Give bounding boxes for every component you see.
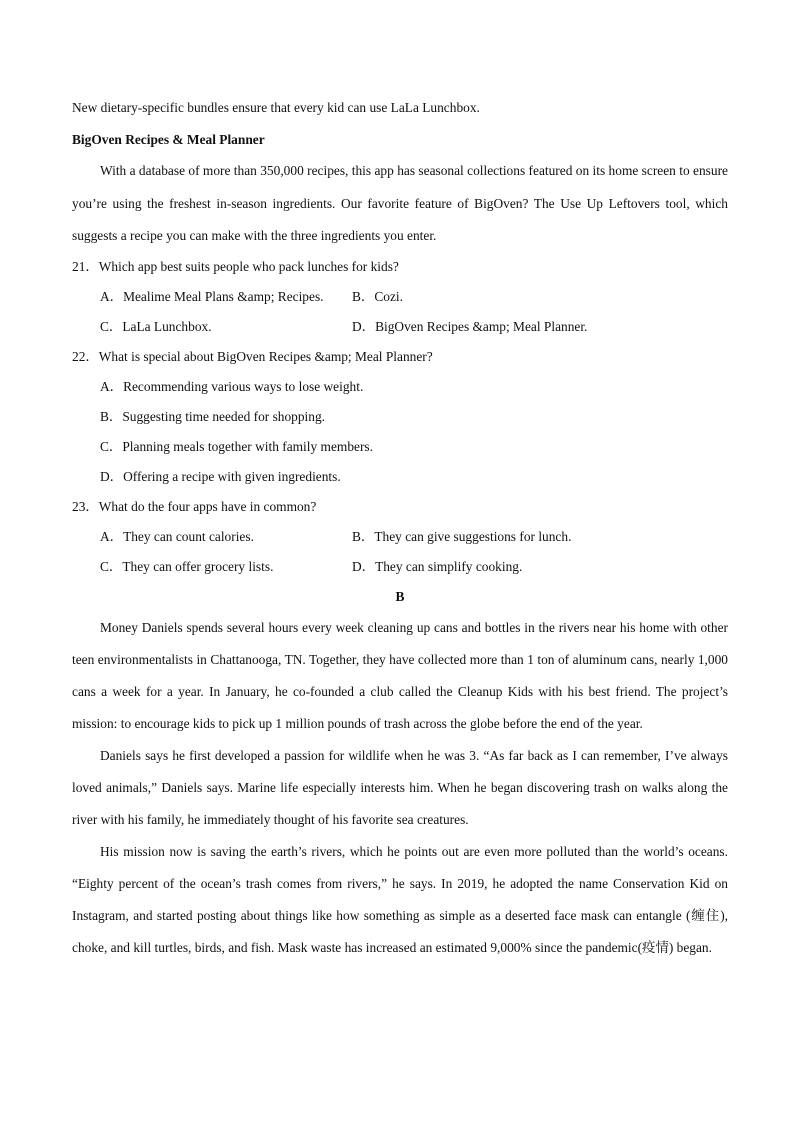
option-letter: A． <box>100 288 124 304</box>
options-row <box>72 522 728 552</box>
option-text: Cozi. <box>374 288 403 304</box>
option-letter: D． <box>352 558 376 574</box>
option-b <box>72 402 728 432</box>
document-page <box>72 93 728 964</box>
passage-paragraph: His mission now is saving the earth’s rivers, which he points out are even more polluted than the world’s oceans. “Eighty percent of the ocean’s trash comes from rivers,” he says. In 2019, he adopted the name Conservation Kid on Instagram, and started posting about things like how something as simple as a deserted face mask can entangle (缠住), choke, and kill turtles, birds, and fish. Mask waste has increased an estimated 9,000% since the pandemic(疫情) began. <box>72 843 728 955</box>
question-number: 22． <box>72 348 99 364</box>
option-a <box>100 282 352 312</box>
option-text: BigOven Recipes &amp; Meal Planner. <box>375 318 588 334</box>
option-letter: A． <box>100 528 124 544</box>
intro-line: New dietary-specific bundles ensure that every kid can use LaLa Lunchbox. <box>72 100 480 115</box>
option-text: Suggesting time needed for shopping. <box>122 408 326 424</box>
option-letter: C． <box>100 558 123 574</box>
question-text: Which app best suits people who pack lunches for kids? <box>98 258 399 274</box>
question-21 <box>72 252 728 282</box>
options-row <box>72 312 728 342</box>
option-text: LaLa Lunchbox. <box>122 318 212 334</box>
passage-paragraph: Money Daniels spends several hours every week cleaning up cans and bottles in the rivers near his home with other teen environmentalists in Chattanooga, TN. Together, they have collected more than 1 ton of aluminum cans, nearly 1,000 cans a week for a year. In January, he co-founded a club called the Cleanup Kids with his best friend. The project’s mission: to encourage kids to pick up 1 million pounds of trash across the globe before the end of the year. <box>72 619 728 731</box>
question-number: 21． <box>72 258 99 274</box>
option-letter: B． <box>352 528 375 544</box>
option-letter: B． <box>100 408 123 424</box>
option-d <box>72 462 728 492</box>
option-letter: D． <box>100 468 124 484</box>
option-text: Recommending various ways to lose weight. <box>123 378 364 394</box>
option-b <box>352 282 403 312</box>
option-a <box>72 372 728 402</box>
option-text: They can count calories. <box>123 528 254 544</box>
question-23 <box>72 492 728 522</box>
option-letter: D． <box>352 318 376 334</box>
option-text: Mealime Meal Plans &amp; Recipes. <box>123 288 324 304</box>
option-c <box>100 312 352 342</box>
option-text: They can offer grocery lists. <box>122 558 274 574</box>
passage-paragraph: Daniels says he first developed a passion for wildlife when he was 3. “As far back as I can remember, I’ve always loved animals,” Daniels says. Marine life especially interests him. When he began discovering trash on walks along the river with his family, he immediately thought of his favorite sea creatures. <box>72 747 728 827</box>
question-text: What is special about BigOven Recipes &amp; Meal Planner? <box>98 348 433 364</box>
option-c <box>72 432 728 462</box>
question-text: What do the four apps have in common? <box>98 498 317 514</box>
option-text: Offering a recipe with given ingredients. <box>123 468 341 484</box>
option-b <box>352 522 571 552</box>
option-c <box>100 552 352 582</box>
bigoven-paragraph: With a database of more than 350,000 recipes, this app has seasonal collections featured on its home screen to ensure you’re using the freshest in-season ingredients. Our favorite feature of BigOven? The Use Up Leftovers tool, which suggests a recipe you can make with the three ingredients you enter. <box>72 163 728 243</box>
option-letter: C． <box>100 318 123 334</box>
option-letter: C． <box>100 438 123 454</box>
option-letter: B． <box>352 288 375 304</box>
option-d <box>352 552 522 582</box>
bigoven-heading: BigOven Recipes & Meal Planner <box>72 132 265 147</box>
option-letter: A． <box>100 378 124 394</box>
question-number: 23． <box>72 498 99 514</box>
option-a <box>100 522 352 552</box>
option-d <box>352 312 587 342</box>
option-text: They can simplify cooking. <box>375 558 523 574</box>
option-text: They can give suggestions for lunch. <box>374 528 572 544</box>
options-row <box>72 552 728 582</box>
section-b-label: B <box>395 588 405 604</box>
question-22 <box>72 342 728 372</box>
option-text: Planning meals together with family members. <box>122 438 373 454</box>
options-row <box>72 282 728 312</box>
